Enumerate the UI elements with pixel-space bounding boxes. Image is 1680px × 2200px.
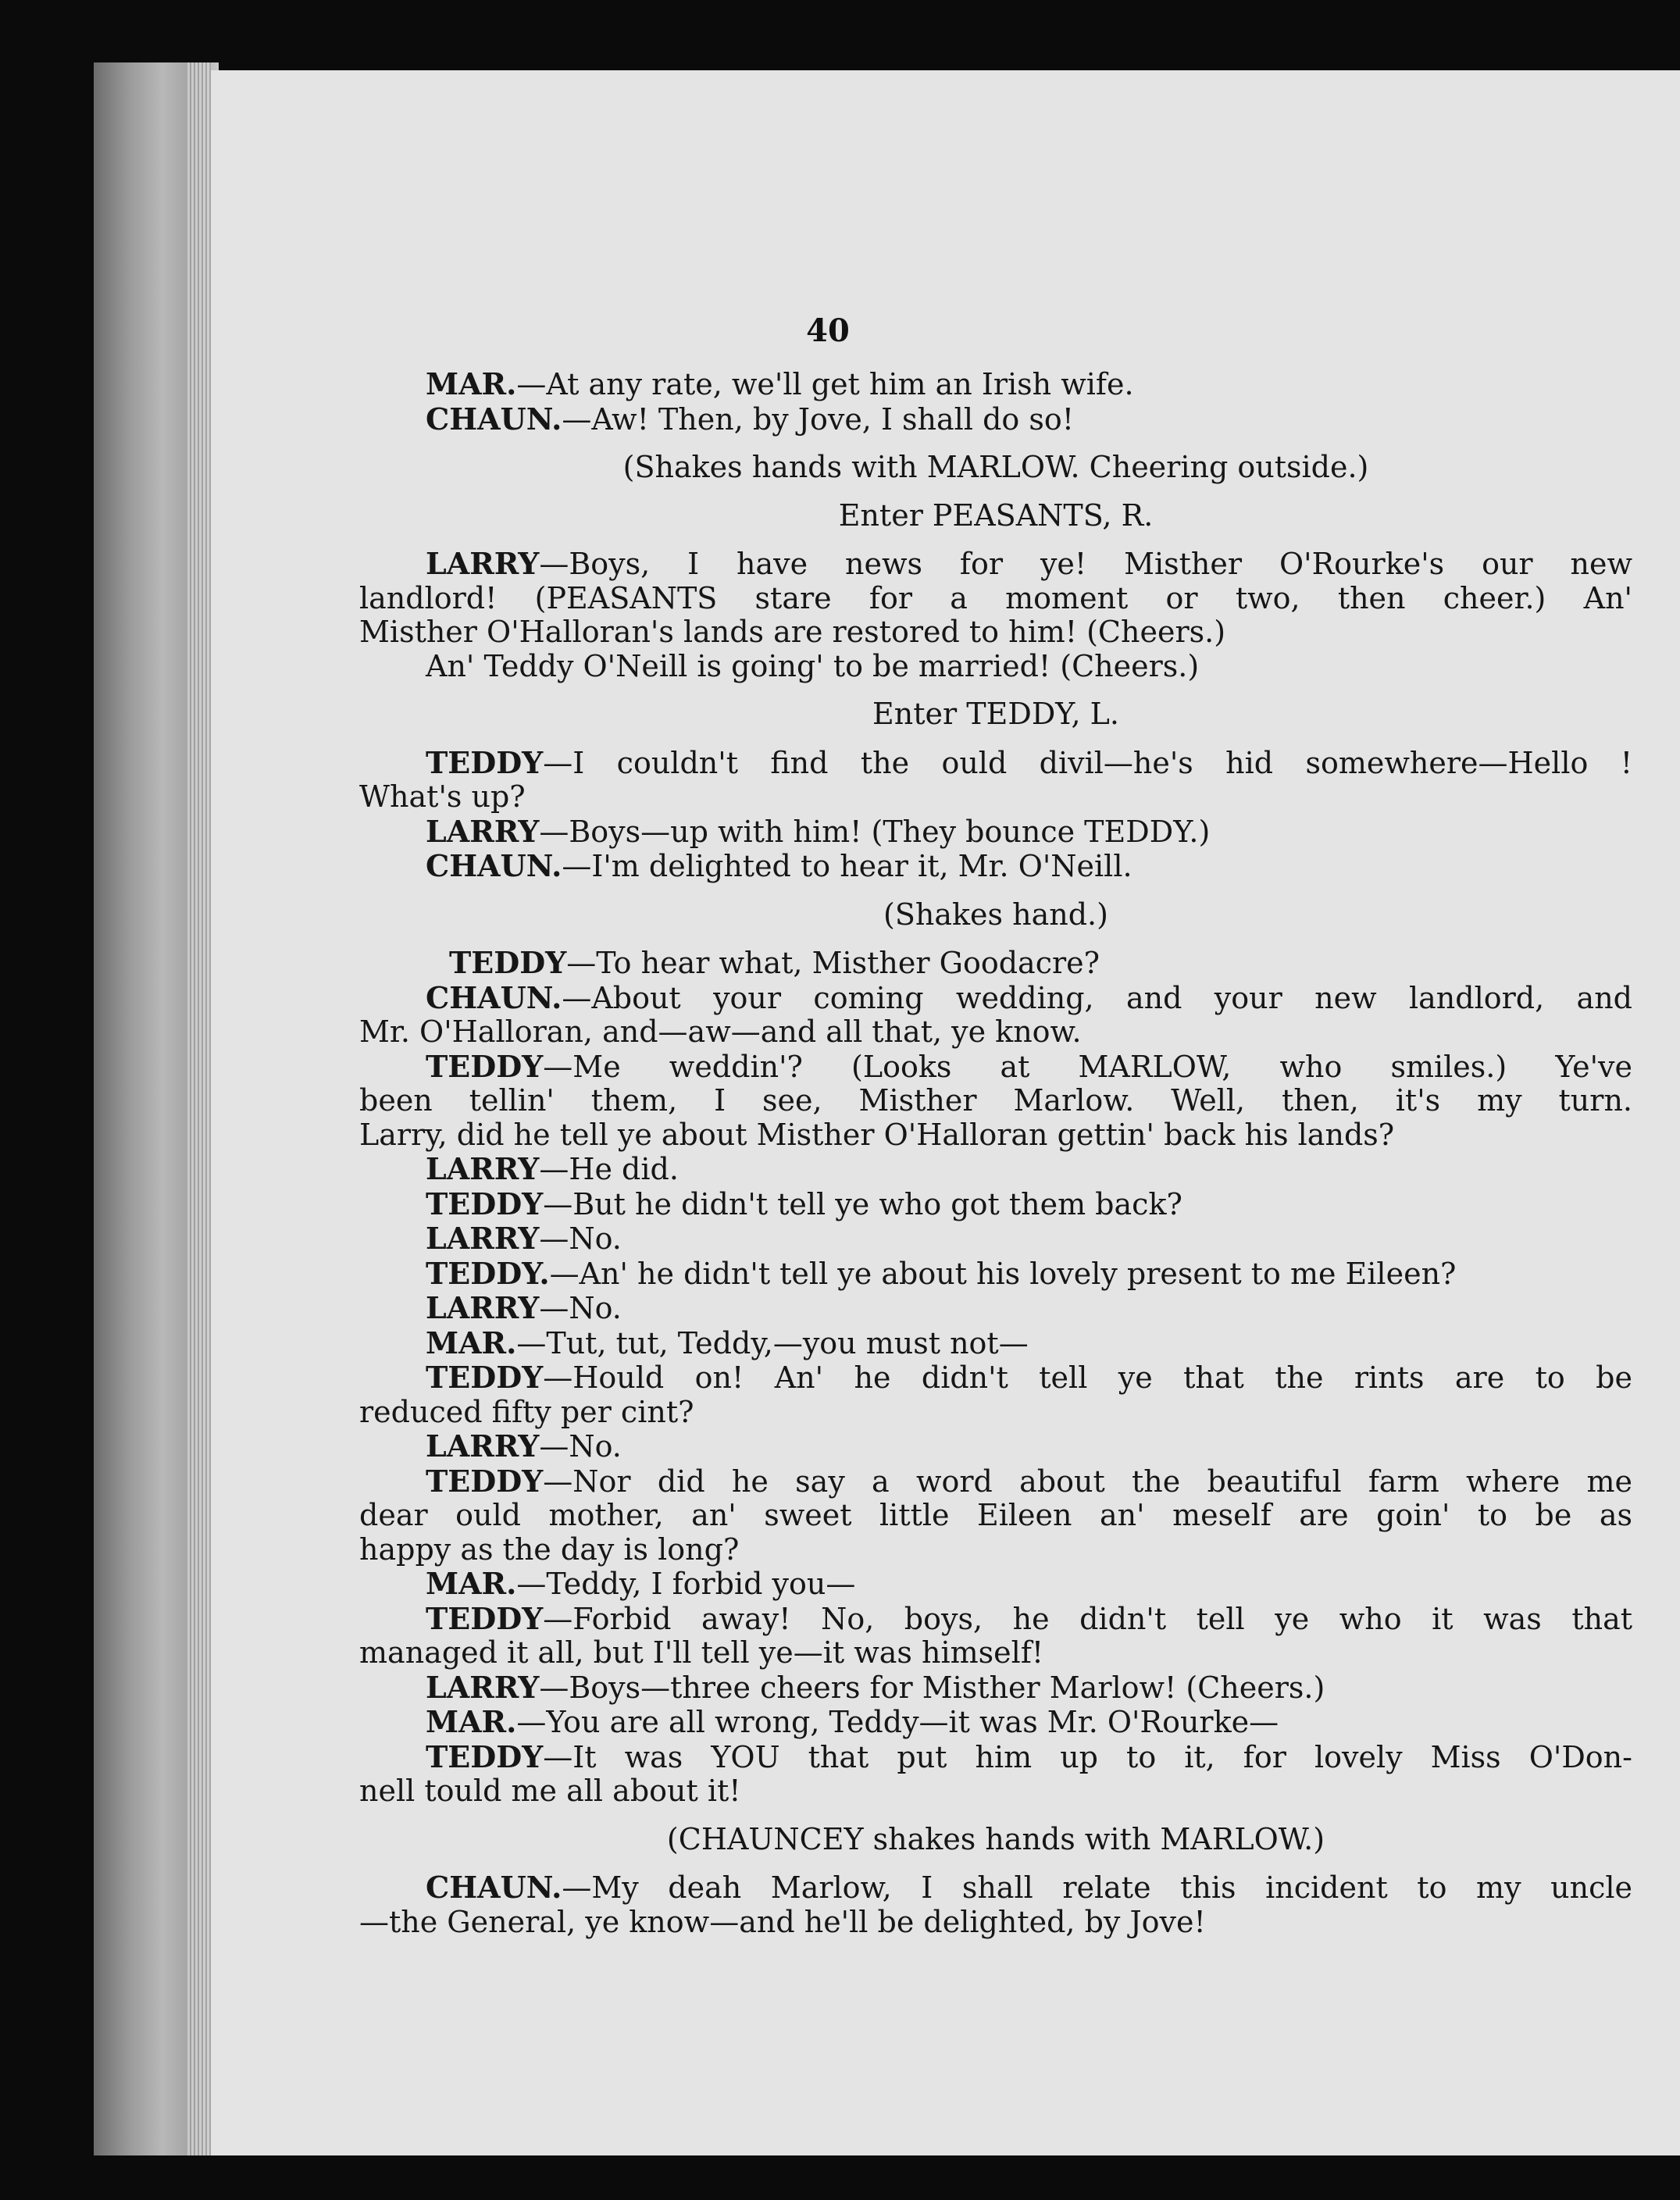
line-text: —I couldn't find the ould divil—he's hid somewhere—Hello ! xyxy=(543,745,1632,780)
speaker-name: TEDDY xyxy=(426,1360,544,1395)
dialogue-line xyxy=(359,1187,1632,1222)
dialogue-line xyxy=(359,547,1632,582)
continuation-line xyxy=(359,1084,1632,1118)
line-text: —Teddy, I forbid you— xyxy=(516,1567,856,1601)
dialogue-line xyxy=(359,981,1632,1016)
dialogue-line xyxy=(359,815,1632,850)
line-text: —He did. xyxy=(539,1152,679,1186)
dialogue-line xyxy=(359,1360,1632,1396)
speaker-name: TEDDY xyxy=(426,1463,544,1499)
speaker-name: TEDDY. xyxy=(426,1255,550,1291)
continuation-line xyxy=(359,1774,1632,1809)
script-text xyxy=(359,367,1632,1939)
line-text: —Tut, tut, Teddy,—you must not— xyxy=(516,1325,1029,1360)
page-number: 40 xyxy=(806,312,850,349)
line-text: nell tould me all about it! xyxy=(359,1774,741,1808)
speaker-name: CHAUN. xyxy=(426,979,562,1015)
stage-direction xyxy=(359,451,1632,485)
line-text: Enter PEASANTS, R. xyxy=(838,497,1154,533)
line-text: —Aw! Then, by Jove, I shall do so! xyxy=(562,401,1074,437)
line-text: What's up? xyxy=(359,779,526,814)
line-text: —Forbid away! No, boys, he didn't tell ye who it was that xyxy=(543,1601,1632,1636)
line-text: —It was YOU that put him up to it, for lovely Miss O'Don- xyxy=(543,1739,1632,1774)
speaker-name: LARRY xyxy=(426,1151,540,1186)
dialogue-line xyxy=(359,746,1632,781)
line-text: reduced fifty per cint? xyxy=(359,1394,694,1429)
speaker-name: CHAUN. xyxy=(426,1870,562,1905)
line-text: —To hear what, Misther Goodacre? xyxy=(566,946,1100,980)
dialogue-line xyxy=(359,1464,1632,1499)
line-text: —At any rate, we'll get him an Irish wife. xyxy=(516,367,1134,401)
speaker-name: LARRY xyxy=(426,1221,540,1256)
line-text: Larry, did he tell ye about Misther O'Halloran gettin' back his lands? xyxy=(359,1117,1395,1152)
speaker-name: TEDDY xyxy=(426,1738,544,1774)
dialogue-line xyxy=(359,1050,1632,1085)
line-text: Enter TEDDY, L. xyxy=(872,697,1119,731)
line-text: —But he didn't tell ye who got them back? xyxy=(543,1186,1182,1221)
speaker-name: CHAUN. xyxy=(426,401,562,437)
continuation-line xyxy=(359,1396,1632,1430)
speaker-name: LARRY xyxy=(426,813,540,849)
line-text: managed it all, but I'll tell ye—it was himself! xyxy=(359,1635,1044,1670)
dialogue-line xyxy=(359,1870,1632,1906)
speaker-name: TEDDY xyxy=(449,945,567,980)
dialogue-line xyxy=(359,1221,1632,1257)
continuation-line xyxy=(359,1118,1632,1153)
dialogue-line xyxy=(359,402,1632,437)
continuation-line xyxy=(359,650,1632,684)
line-text: —Boys—three cheers for Misther Marlow! (Cheers.) xyxy=(539,1670,1325,1705)
line-text: —Me weddin'? (Looks at MARLOW, who smiles.) Ye've xyxy=(543,1049,1632,1084)
line-text: An' Teddy O'Neill is going' to be married! (Cheers.) xyxy=(426,648,1200,683)
speaker-name: LARRY xyxy=(426,1290,540,1325)
speaker-name: TEDDY xyxy=(426,1600,544,1636)
speaker-name: CHAUN. xyxy=(426,848,562,883)
speaker-name: TEDDY xyxy=(426,1186,544,1221)
line-text: (CHAUNCEY shakes hands with MARLOW.) xyxy=(666,1821,1325,1856)
continuation-line xyxy=(359,1015,1632,1050)
dialogue-line xyxy=(359,1291,1632,1326)
dialogue-line xyxy=(359,1257,1632,1292)
dialogue-line xyxy=(359,1567,1632,1602)
speaker-name: MAR. xyxy=(426,1566,517,1601)
line-text: landlord! (PEASANTS stare for a moment or two, then cheer.) An' xyxy=(359,580,1632,615)
line-text: —Boys, I have news for ye! Misther O'Rourke's our new xyxy=(539,547,1632,581)
dialogue-line xyxy=(359,1740,1632,1775)
line-text: dear ould mother, an' sweet little Eileen an' meself are goin' to be as xyxy=(359,1498,1632,1532)
line-text: —Hould on! An' he didn't tell ye that the rints are to be xyxy=(543,1360,1632,1395)
line-text: —You are all wrong, Teddy—it was Mr. O'Rourke— xyxy=(516,1705,1279,1739)
line-text: (Shakes hand.) xyxy=(883,897,1108,932)
line-text: —I'm delighted to hear it, Mr. O'Neill. xyxy=(562,849,1132,883)
continuation-line xyxy=(359,615,1632,650)
continuation-line xyxy=(359,1499,1632,1533)
speaker-name: LARRY xyxy=(426,1428,540,1464)
speaker-name: LARRY xyxy=(426,546,540,581)
dialogue-line xyxy=(359,1152,1632,1187)
line-text: —Boys—up with him! (They bounce TEDDY.) xyxy=(539,814,1211,849)
stage-direction xyxy=(359,898,1632,932)
dialogue-line xyxy=(359,946,1632,981)
continuation-line xyxy=(359,1636,1632,1671)
line-text: Misther O'Halloran's lands are restored to him! (Cheers.) xyxy=(359,615,1226,649)
dialogue-line xyxy=(359,1326,1632,1361)
continuation-line xyxy=(359,582,1632,616)
speaker-name: TEDDY xyxy=(426,744,544,780)
dialogue-line xyxy=(359,1671,1632,1706)
line-text: Mr. O'Halloran, and—aw—and all that, ye know. xyxy=(359,1014,1082,1049)
speaker-name: LARRY xyxy=(426,1669,540,1705)
speaker-name: TEDDY xyxy=(426,1048,544,1084)
book-page xyxy=(211,70,1680,2155)
continuation-line xyxy=(359,1906,1632,1940)
speaker-name: MAR. xyxy=(426,1704,517,1739)
line-text: —the General, ye know—and he'll be delighted, by Jove! xyxy=(359,1904,1206,1939)
dialogue-line xyxy=(359,367,1632,402)
dialogue-line xyxy=(359,849,1632,884)
line-text: —No. xyxy=(539,1291,622,1325)
continuation-line xyxy=(359,1533,1632,1567)
line-text: —No. xyxy=(539,1221,622,1256)
line-text: —My deah Marlow, I shall relate this incident to my uncle xyxy=(562,1870,1632,1905)
continuation-line xyxy=(359,780,1632,815)
page-edges xyxy=(187,62,211,2155)
speaker-name: MAR. xyxy=(426,366,517,401)
line-text: (Shakes hands with MARLOW. Cheering outside.) xyxy=(622,450,1369,484)
line-text: happy as the day is long? xyxy=(359,1531,740,1567)
line-text: —No. xyxy=(539,1429,622,1464)
dialogue-line xyxy=(359,1429,1632,1464)
line-text: —Nor did he say a word about the beautiful farm where me xyxy=(543,1464,1632,1499)
speaker-name: MAR. xyxy=(426,1325,517,1360)
stage-direction xyxy=(359,1823,1632,1857)
stage-direction xyxy=(359,697,1632,732)
dialogue-line xyxy=(359,1602,1632,1637)
line-text: been tellin' them, I see, Misther Marlow. Well, then, it's my turn. xyxy=(359,1083,1632,1118)
stage-direction xyxy=(359,499,1632,533)
line-text: —About your coming wedding, and your new landlord, and xyxy=(562,980,1632,1015)
line-text: —An' he didn't tell ye about his lovely present to me Eileen? xyxy=(549,1256,1457,1291)
dialogue-line xyxy=(359,1705,1632,1740)
